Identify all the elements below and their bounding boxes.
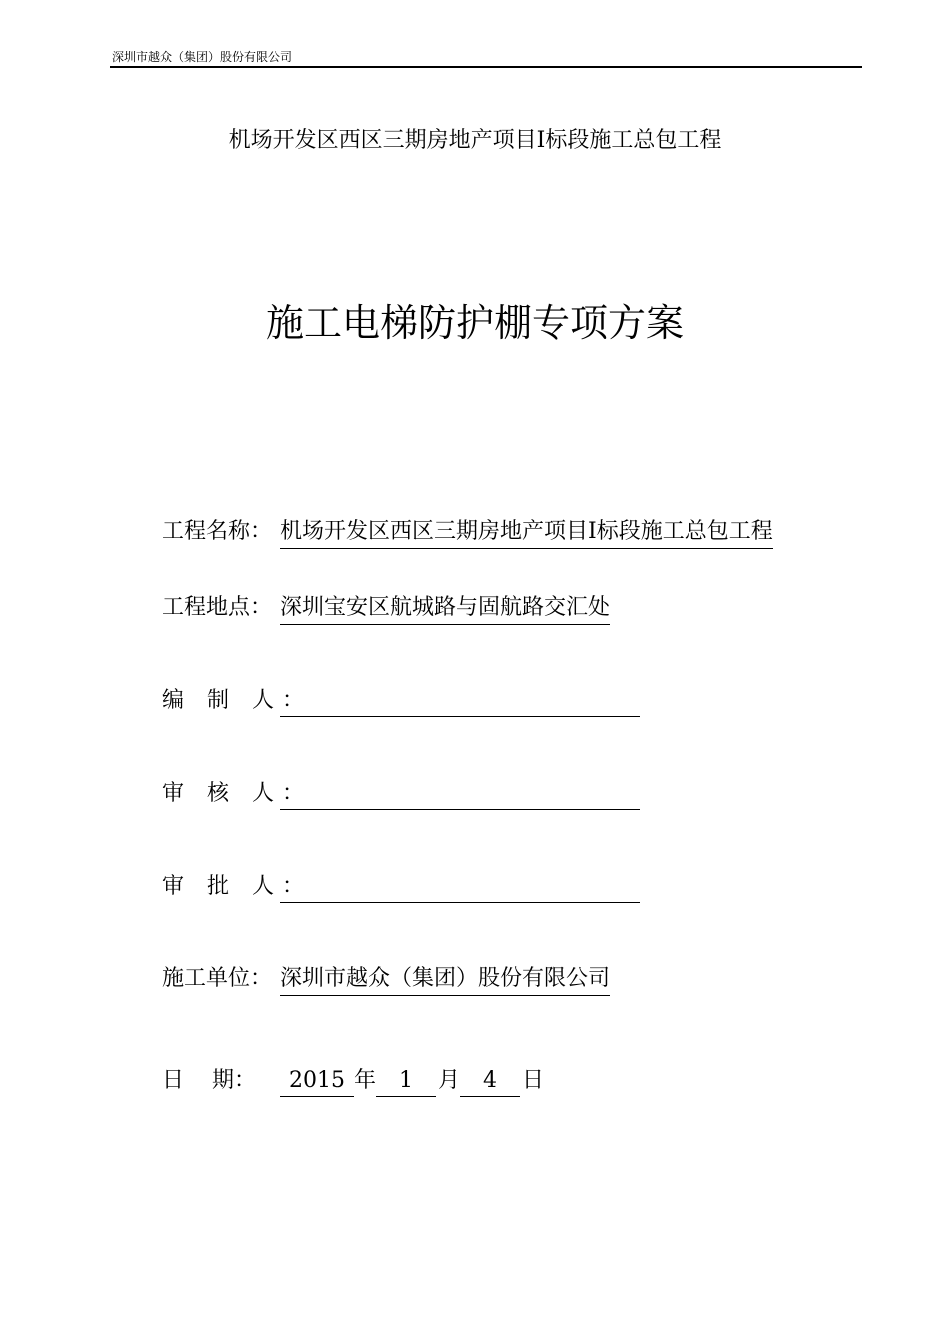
field-blank-line [280,716,640,717]
field-label: 施工单位： [162,966,273,991]
date-day: 4 [460,1066,520,1097]
header-company: 深圳市越众（集团）股份有限公司 [112,50,293,64]
field-label: 日 期： [162,1068,256,1093]
date-year: 2015 [280,1066,354,1097]
field-label: 编 制 人： [162,688,312,713]
project-title: 机场开发区西区三期房地产项目Ⅰ标段施工总包工程 [228,128,722,153]
field-blank-line [280,809,640,810]
field-label: 工程地点： [162,595,273,620]
field-blank-line [280,902,640,903]
field-date [162,1066,582,1098]
header-rule [110,66,862,68]
date-month: 1 [376,1066,436,1097]
field-value: 深圳宝安区航城路与固航路交汇处 [280,593,610,625]
date-month-unit: 月 [438,1068,461,1093]
field-label: 审 核 人： [162,781,312,806]
field-label: 审 批 人： [162,874,312,899]
date-day-unit: 日 [522,1068,545,1093]
field-value: 深圳市越众（集团）股份有限公司 [280,964,610,996]
date-year-unit: 年 [354,1068,377,1093]
field-label: 工程名称： [162,519,273,544]
field-value: 机场开发区西区三期房地产项目Ⅰ标段施工总包工程 [280,517,773,549]
document-title: 施工电梯防护棚专项方案 [265,301,684,345]
